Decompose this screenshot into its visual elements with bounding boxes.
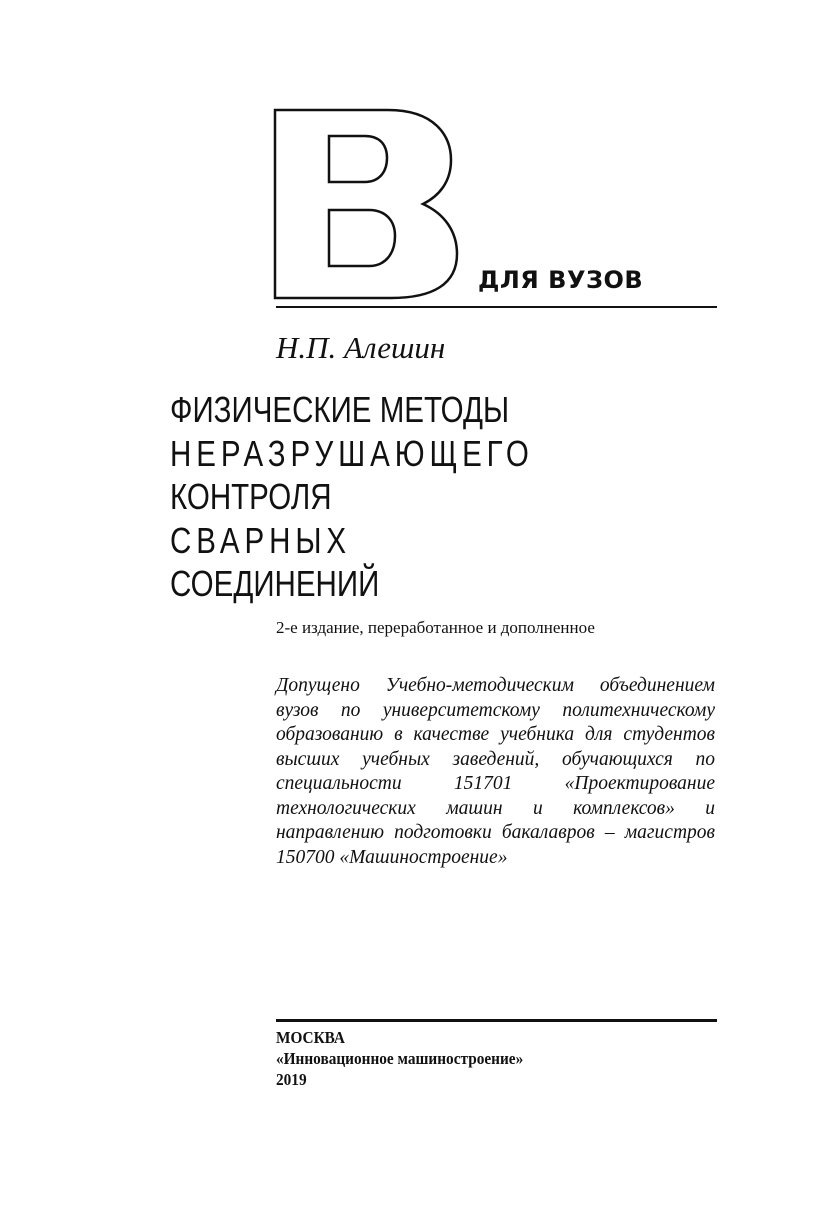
top-divider (276, 306, 717, 308)
title-line: КОНТРОЛЯ (170, 476, 332, 517)
book-title (170, 388, 629, 606)
series-label: ДЛЯ ВУЗОВ (478, 266, 644, 294)
publisher-name: «Инновационное машиностроение» (276, 1049, 524, 1068)
author-name: Н.П. Алешин (276, 330, 446, 365)
title-line: СОЕДИНЕНИЙ (170, 563, 380, 604)
approval-statement: Допущено Учебно-методическим объединением вузов по университетскому политехническому образованию в качестве учебника для студентов высших учебных заведений, обучающихся по специальности 151701 «Проектирование технологических машин и комплексов» и направлению подготовки бакалавров – магистров 150700 «Машиностроение» (276, 675, 715, 868)
title-line: НЕРАЗРУШАЮЩЕГО (170, 432, 534, 474)
title-line: СВАРНЫХ (170, 519, 351, 561)
letter-b-outline-icon (273, 108, 463, 300)
bottom-divider (276, 1019, 717, 1022)
edition-note: 2-е издание, переработанное и дополненное (276, 618, 595, 637)
series-logo (273, 108, 463, 300)
publisher-block (276, 1027, 551, 1090)
title-line: ФИЗИЧЕСКИЕ МЕТОДЫ (170, 389, 510, 430)
publisher-city: МОСКВА (276, 1028, 345, 1047)
publication-year: 2019 (276, 1070, 307, 1089)
